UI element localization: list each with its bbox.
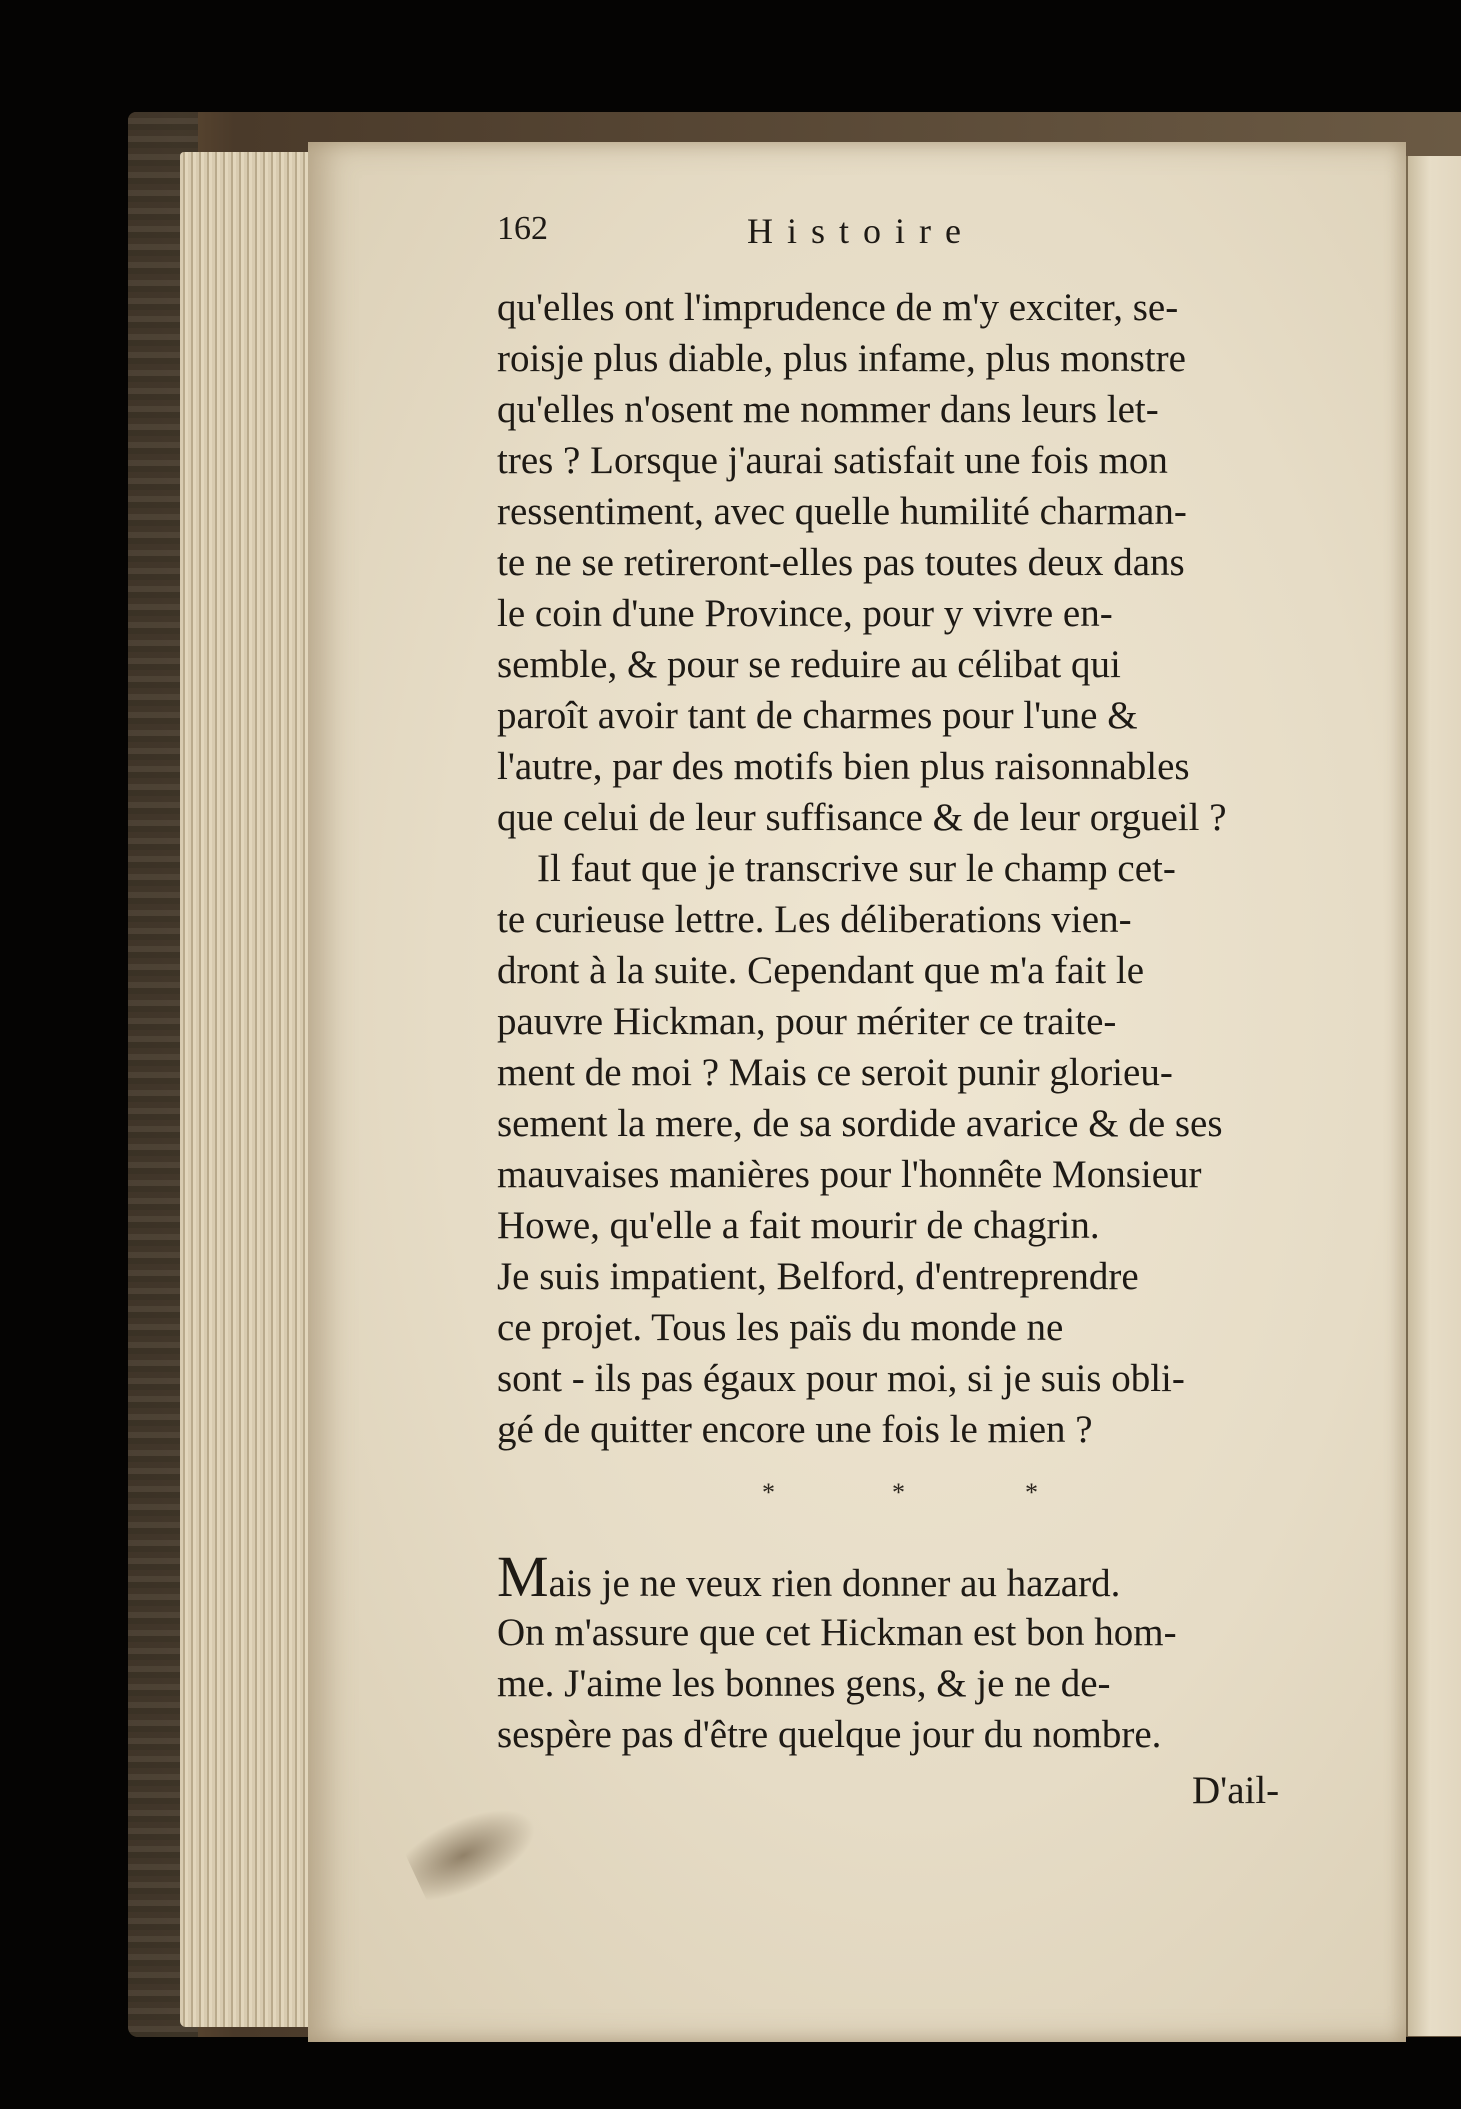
drop-cap: M	[497, 1544, 549, 1609]
catchword: D'ail-	[1192, 1769, 1280, 1812]
asterisk-ornament: *	[762, 1478, 775, 1507]
text-line: On m'assure que cet Hickman est bon hom-	[497, 1611, 1177, 1654]
running-head: Histoire	[747, 211, 975, 251]
text-line: Je suis impatient, Belford, d'entreprendre	[497, 1255, 1139, 1298]
text-line: ment de moi ? Mais ce seroit punir glorieu-	[497, 1051, 1173, 1094]
text-line: sont - ils pas égaux pour moi, si je suis obli-	[497, 1357, 1185, 1400]
text-line: que celui de leur suffisance & de leur orgueil ?	[497, 796, 1227, 839]
text-line: pauvre Hickman, pour mériter ce traite-	[497, 1000, 1117, 1043]
text-line: roisje plus diable, plus infame, plus monstre	[497, 337, 1186, 380]
text-line: qu'elles n'osent me nommer dans leurs let-	[497, 388, 1159, 431]
text-line: Howe, qu'elle a fait mourir de chagrin.	[497, 1204, 1100, 1247]
text-line: le coin d'une Province, pour y vivre en-	[497, 592, 1113, 635]
section-two-text	[497, 1544, 1297, 1756]
section-ornament	[497, 1478, 1297, 1518]
text-line: Il faut que je transcrive sur le champ cet-	[537, 847, 1176, 890]
text-line: dront à la suite. Cependant que m'a fait le	[497, 949, 1145, 992]
text-line: ce projet. Tous les païs du monde ne	[497, 1306, 1064, 1349]
page-stack	[180, 152, 310, 2027]
text-line: paroît avoir tant de charmes pour l'une &	[497, 694, 1138, 737]
asterisk-ornament: *	[1025, 1478, 1038, 1507]
text-line: sement la mere, de sa sordide avarice & de ses	[497, 1102, 1223, 1145]
asterisk-ornament: *	[892, 1478, 905, 1507]
page-header	[497, 210, 1297, 260]
text-line: sespère pas d'être quelque jour du nombre.	[497, 1713, 1162, 1756]
text-line-first	[497, 1544, 1121, 1609]
text-line: mauvaises manières pour l'honnête Monsieur	[497, 1153, 1202, 1196]
text-line: gé de quitter encore une fois le mien ?	[497, 1408, 1093, 1451]
text-line: l'autre, par des motifs bien plus raisonnables	[497, 745, 1190, 788]
facing-page-edge	[1406, 156, 1461, 2036]
page-number: 162	[497, 210, 548, 247]
text-line: qu'elles ont l'imprudence de m'y exciter, se-	[497, 286, 1179, 329]
text-line: te ne se retireront-elles pas toutes deux dans	[497, 541, 1185, 584]
body-text	[497, 285, 1297, 1465]
text-line: semble, & pour se reduire au célibat qui	[497, 643, 1121, 686]
text-line: me. J'aime les bonnes gens, & je ne de-	[497, 1662, 1111, 1705]
text-line: te curieuse lettre. Les déliberations vien-	[497, 898, 1132, 941]
text-line: tres ? Lorsque j'aurai satisfait une fois mon	[497, 439, 1168, 482]
text-line: ressentiment, avec quelle humilité charman-	[497, 490, 1187, 533]
first-line-rest: ais je ne veux rien donner au hazard.	[548, 1562, 1121, 1605]
